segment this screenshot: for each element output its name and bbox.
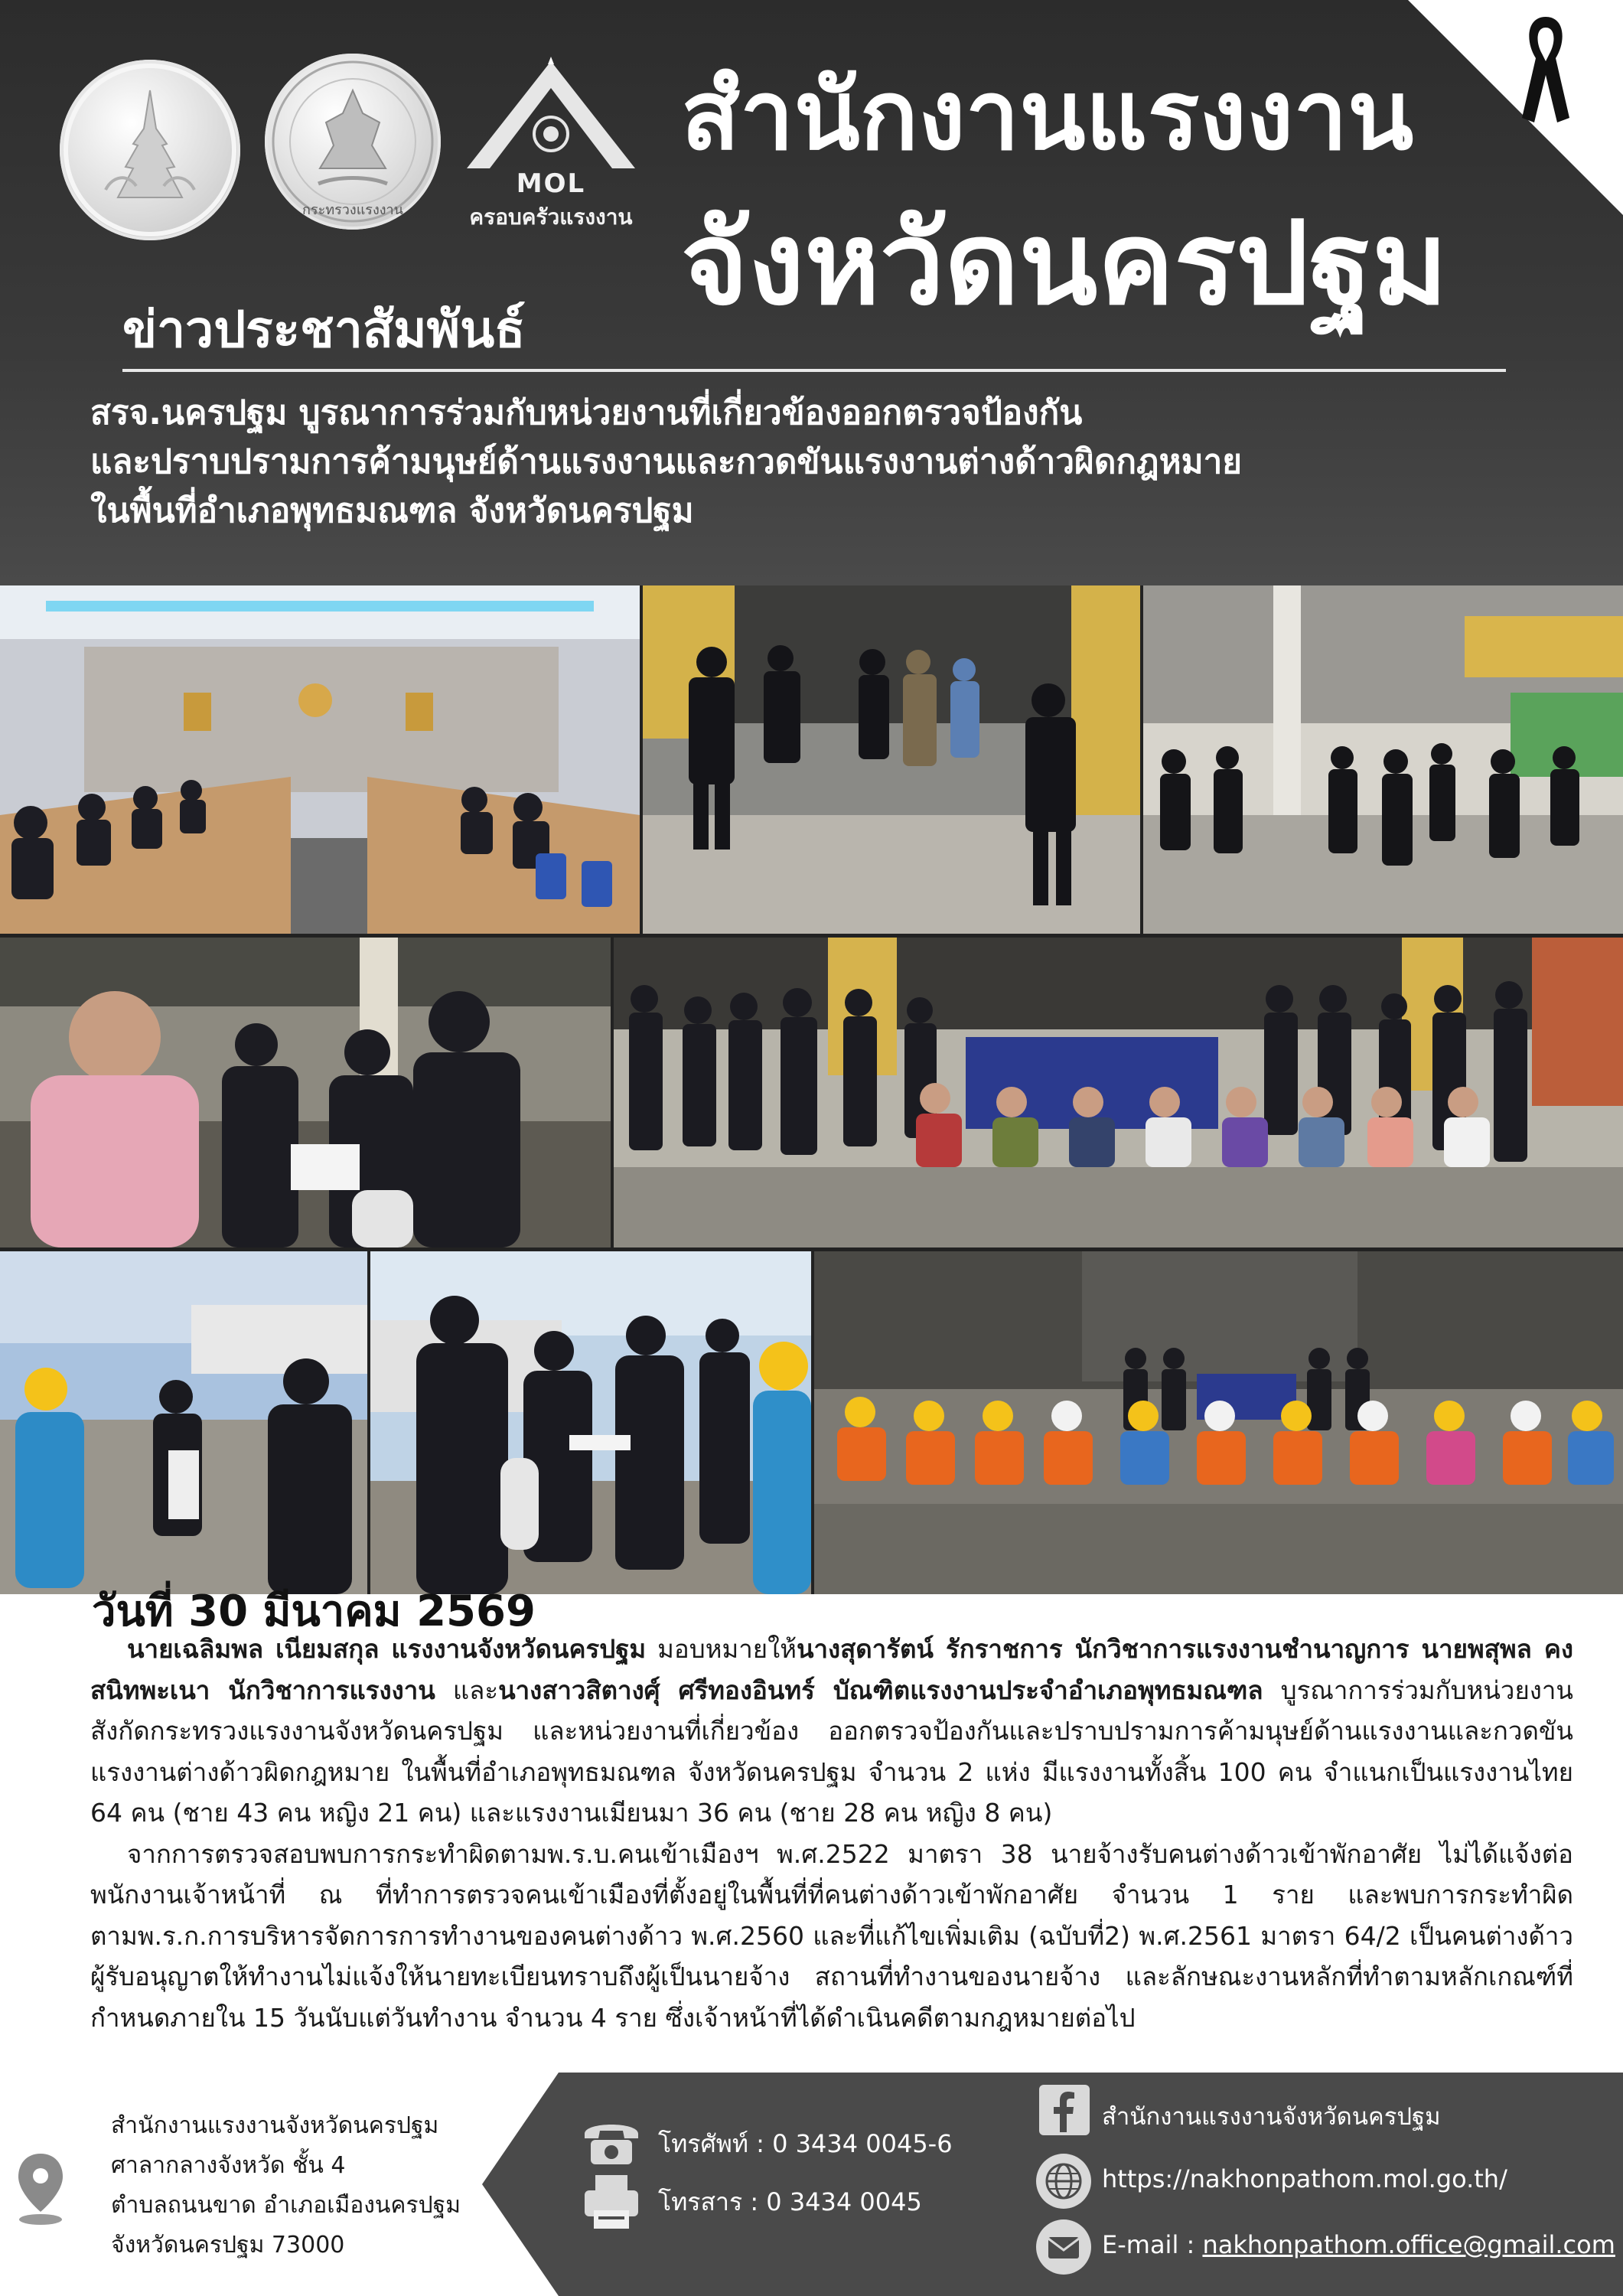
mol-brand-text: MOL: [516, 168, 586, 199]
headline-line: ในพื้นที่อำเภอพุทธมณฑล จังหวัดนครปฐม: [90, 491, 694, 530]
fax-number: โทรสาร : 0 3434 0045: [658, 2187, 922, 2216]
stupa-icon: [60, 60, 240, 240]
header-corner-cut: [1408, 0, 1623, 230]
chief-name: นายเฉลิมพล เนียมสกุล แรงงานจังหวัดนครปฐม: [127, 1634, 647, 1664]
mol-family-logo: [451, 54, 650, 237]
article-text: มอบหมายให้: [646, 1634, 797, 1664]
photo-document-check: [0, 938, 611, 1247]
photo-construction-site-check: [0, 1251, 367, 1594]
svg-text:กระทรวงแรงงาน: กระทรวงแรงงาน: [302, 202, 403, 218]
deity-emblem-icon: [265, 54, 441, 230]
telephone-icon: [578, 2114, 644, 2167]
org-title-line2: จังหวัดนครปฐม: [681, 197, 1448, 331]
office-address: [111, 2106, 461, 2265]
globe-icon: [1035, 2152, 1093, 2210]
photo-factory-yard: [1143, 585, 1623, 934]
article-paragraph: [90, 1629, 1573, 1834]
ministry-of-labour-seal-logo: [265, 54, 441, 230]
phone-number: โทรศัพท์ : 0 3434 0045-6: [658, 2129, 953, 2158]
facebook-page-link[interactable]: สำนักงานแรงงานจังหวัดนครปฐม: [1102, 2103, 1441, 2131]
article-body: [90, 1629, 1573, 2038]
email-icon: [1035, 2218, 1093, 2276]
photo-worker-interview: [370, 1251, 811, 1594]
header-divider: [122, 369, 1506, 372]
address-line: สำนักงานแรงงานจังหวัดนครปฐม: [111, 2112, 439, 2139]
email-contact: [1102, 2230, 1615, 2259]
headline: [90, 389, 1567, 536]
black-ribbon-icon: [1519, 11, 1572, 126]
headline-line: สรจ.นครปฐม บูรณาการร่วมกับหน่วยงานที่เกี่ยวข้องออกตรวจป้องกัน: [90, 393, 1083, 432]
photo-construction-workers-group: [814, 1251, 1623, 1594]
website-link[interactable]: https://nakhonpathom.mol.go.th/: [1102, 2164, 1507, 2193]
article-paragraph: จากการตรวจสอบพบการกระทำผิดตามพ.ร.บ.คนเข้าเมืองฯ พ.ศ.2522 มาตรา 38 นายจ้างรับคนต่างด้าวเข้าพักอาศัย ไม่ได้แจ้งต่อพนักงานเจ้าหน้าที่ ณ ที่ทำการตรวจคนเข้าเมืองที่ตั้งอยู่ในพื้นที่ที่คนต่างด้าวเข้าพักอาศัย จำนวน 1 ราย และพบการกระทำผิดตามพ.ร.ก.การบริหารจัดการการทำงานของคนต่างด้าว พ.ศ.2560 และที่แก้ไขเพิ่มเติม (ฉบับที่2) พ.ศ.2561 มาตรา 64/2 เป็นคนต่างด้าวผู้รับอนุญาตให้ทำงานไม่แจ้งให้นายทะเบียนทราบถึงผู้เป็นนายจ้าง สถานที่ทำงานของนายจ้าง และลักษณะงานหลักที่ทำตามหลักเกณฑ์ที่กำหนดภายใน 15 วันนับแต่วันทำงาน จำนวน 4 ราย ซึ่งเจ้าหน้าที่ได้ดำเนินคดีตามกฎหมายต่อไป: [90, 1838, 1573, 2033]
article-date: วันที่ 30 มีนาคม 2569: [92, 1587, 536, 1636]
house-roof-icon: [451, 54, 650, 176]
press-release-label: ข่าวประชาสัมพันธ์: [122, 300, 526, 359]
article-text: และ: [435, 1675, 499, 1705]
email-link[interactable]: nakhonpathom.office@gmail.com: [1202, 2230, 1615, 2259]
mol-tagline-text: ครอบครัวแรงงาน: [469, 204, 633, 230]
location-pin-icon: [14, 2151, 67, 2227]
fax-icon: [580, 2172, 643, 2232]
org-title-line1: สำนักงานแรงงาน: [681, 59, 1414, 171]
photo-warehouse-inspection: [643, 585, 1140, 934]
officer-names: นางสุดารัตน์ รักราชการ นักวิชาการแรงงานชำนาญการ นายพสุพล คงสนิทพะเนา นักวิชาการแรงงาน: [90, 1634, 1574, 1705]
provincial-seal-logo: [60, 60, 240, 240]
officer-name: นางสาวสิตางศุ์ ศรีทองอินทร์ บัณฑิตแรงงานประจำอำเภอพุทธมณฑล: [498, 1675, 1263, 1705]
address-line: จังหวัดนครปฐม 73000: [111, 2232, 345, 2258]
facebook-icon[interactable]: [1039, 2085, 1090, 2135]
email-label: E-mail :: [1102, 2230, 1203, 2259]
photo-meeting-room: [0, 585, 640, 934]
headline-line: และปราบปรามการค้ามนุษย์ด้านแรงงานและกวดขันแรงงานต่างด้าวผิดกฎหมาย: [90, 442, 1243, 481]
photo-group-banner: [614, 938, 1623, 1247]
photo-collage: [0, 585, 1623, 1594]
address-line: ศาลากลางจังหวัด ชั้น 4: [111, 2152, 346, 2179]
address-line: ตำบลถนนขาด อำเภอเมืองนครปฐม: [111, 2192, 461, 2219]
article-text: บูรณาการร่วมกับหน่วยงานสังกัดกระทรวงแรงงานจังหวัดนครปฐม และหน่วยงานที่เกี่ยวข้อง ออกตรวจป้องกันและปราบปรามการค้ามนุษย์ด้านแรงงานและกวดขันแรงงานต่างด้าวผิดกฎหมาย ในพื้นที่อำเภอพุทธมณฑล จังหวัดนครปฐม จำนวน 2 แห่ง มีแรงงานทั้งสิ้น 100 คน จำแนกเป็นแรงงานไทย 64 คน (ชาย 43 คน หญิง 21 คน) และแรงงานเมียนมา 36 คน (ชาย 28 คน หญิง 8 คน): [90, 1675, 1573, 1828]
